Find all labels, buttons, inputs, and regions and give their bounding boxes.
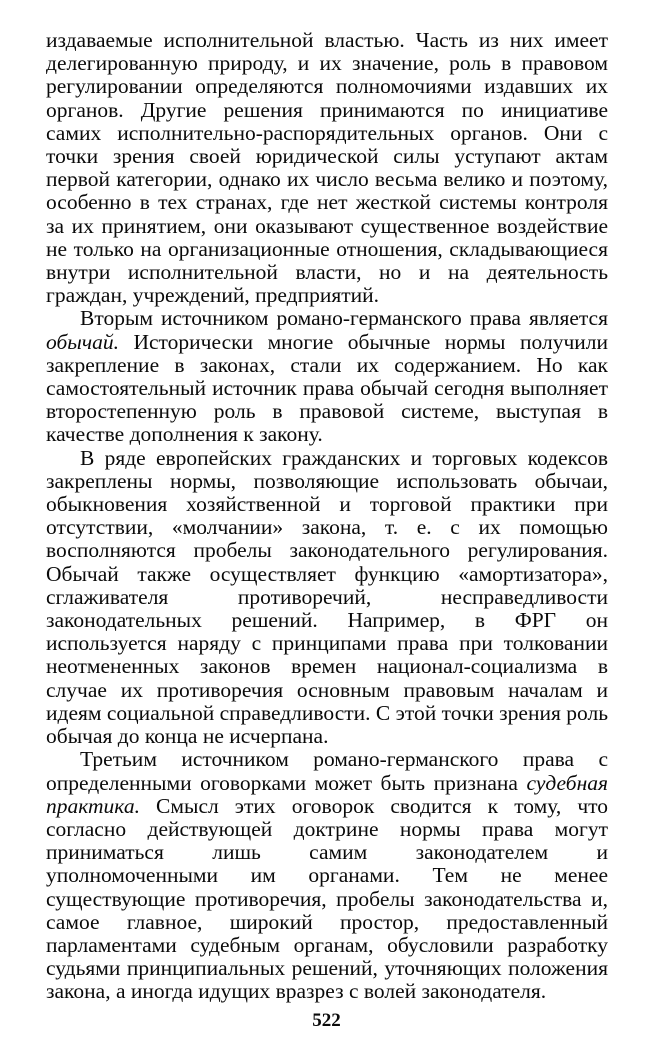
term-judicial-practice: судебная практика. bbox=[46, 770, 608, 818]
page-body bbox=[46, 29, 608, 1004]
paragraph-3-text: В ряде европейских гражданских и торговых кодексов закреплены нормы, позволяющие использовать обычаи, обыкновения хозяйственной и торговой практики при отсутствии, «молчании» закона, т. е. с их помощью восполняются пробелы законодательного регулирования. Обычай также осуществляет функцию «амортизатора», сглаживателя противоречий, несправедливости законодательных решений. Например, в ФРГ он используется наряду с принципами права при толковании неотмененных законов времен национал-социализма в случае их противоречия основным правовым началам и идеям социальной справедливости. С этой точки зрения роль обычая до конца не исчерпана. bbox=[46, 445, 608, 749]
paragraph-2-text-b: Исторически многие обычные нормы получили закрепление в законах, стали их содержанием. Но как самостоятельный источник права обычай сегодня выполняет второстепенную роль в правовой системе, выступая в качестве дополнения к закону. bbox=[46, 329, 608, 447]
paragraph-3 bbox=[46, 447, 608, 749]
paragraph-2 bbox=[46, 307, 608, 446]
paragraph-4-text-b: Смысл этих оговорок сводится к тому, что согласно действующей доктрине нормы права могут приниматься лишь самим законодателем и уполномоченными им органами. Тем не менее существующие противоречия, пробелы законодательства и, самое главное, широкий простор, предоставленный парламентами судебным органам, обусловили разработку судьями принципиальных решений, уточняющих положения закона, а иногда идущих вразрез с волей законодателя. bbox=[46, 793, 608, 1004]
paragraph-2-text-a: Вторым источником романо-германского права является bbox=[80, 306, 608, 331]
paragraph-4-text-a: Третьим источником романо-германского права с определенными оговорками может быть признана bbox=[46, 747, 608, 795]
page-number: 522 bbox=[312, 1010, 341, 1031]
paragraph-4 bbox=[46, 748, 608, 1003]
term-custom: обычай. bbox=[46, 329, 119, 354]
paragraph-1-text: издаваемые исполнительной властью. Часть из них имеет делегированную природу, и их значение, роль в правовом регулировании определяются полномочиями издавших их органов. Другие решения принимаются по инициативе самих исполнительно-распорядительных органов. Они с точки зрения своей юридической силы уступают актам первой категории, однако их число весьма велико и поэтому, особенно в тех странах, где нет жесткой системы контроля за их принятием, они оказывают существенное воздействие не только на организационные отношения, складывающиеся внутри исполнительной власти, но и на деятельность граждан, учреждений, предприятий. bbox=[46, 28, 608, 308]
paragraph-1 bbox=[46, 29, 608, 307]
